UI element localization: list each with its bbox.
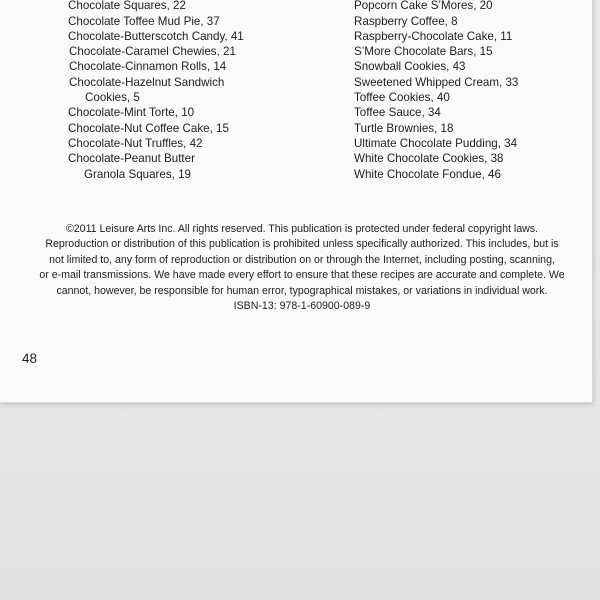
index-entry: Chocolate Toffee Mud Pie, 37 [68, 14, 220, 28]
copyright-line: cannot, however, be responsible for human error, typographical mistakes, or variations in individual work. [56, 284, 548, 297]
index-entry: Sweetened Whipped Cream, 33 [354, 75, 519, 89]
index-entry: White Chocolate Fondue, 46 [354, 167, 501, 181]
copyright-notice [20, 222, 584, 314]
index-entry: Raspberry-Chocolate Cake, 11 [354, 29, 513, 43]
isbn-line: ISBN-13: 978-1-60900-089-9 [233, 300, 371, 313]
index-entry: Toffee Sauce, 34 [354, 106, 441, 120]
page-number: 48 [22, 351, 38, 366]
index-entry: Chocolate-Hazelnut Sandwich Cookies, 5 [69, 75, 225, 105]
index-entry: Snowball Cookies, 43 [354, 60, 466, 74]
index-entry: Raspberry Coffee, 8 [354, 14, 458, 28]
index-entry: Ultimate Chocolate Pudding, 34 [354, 136, 518, 150]
index-entry: White Chocolate Cookies, 38 [354, 152, 504, 166]
index-entry: Chocolate-Nut Truffles, 42 [68, 136, 203, 150]
page-edge [0, 402, 596, 405]
recipe-index-right-column [354, 0, 518, 182]
index-entry: Chocolate-Butterscotch Candy, 41 [68, 29, 244, 43]
index-entry: Popcorn Cake S’Mores, 20 [354, 0, 493, 13]
copyright-line: not limited to, any form of reproduction or distribution on or through the Internet, including posting, scanning, [49, 253, 555, 266]
index-entry: Chocolate-Caramel Chewies, 21 [69, 45, 236, 59]
index-entry: Chocolate-Cinnamon Rolls, 14 [69, 60, 227, 74]
copyright-line: Reproduction or distribution of this publication is prohibited unless specifically authorized. This includes, but is [45, 238, 559, 251]
recipe-index-left-column [68, 0, 244, 182]
index-entry: Chocolate-Mint Torte, 10 [68, 106, 195, 120]
index-entry: Chocolate-Peanut Butter Granola Squares, 19 [68, 152, 195, 181]
index-entry: Chocolate Squares, 22 [68, 0, 186, 13]
index-entry: Toffee Cookies, 40 [354, 91, 450, 105]
index-entry: Turtle Brownies, 18 [354, 121, 454, 135]
index-entry: S’More Chocolate Bars, 15 [354, 45, 493, 59]
index-entry: Chocolate-Nut Coffee Cake, 15 [68, 121, 229, 135]
copyright-line: or e-mail transmissions. We have made every effort to ensure that these recipes are accurate and complete. We [39, 269, 565, 282]
copyright-line: ©2011 Leisure Arts Inc. All rights reserved. This publication is protected under federal copyright laws. [65, 223, 538, 235]
